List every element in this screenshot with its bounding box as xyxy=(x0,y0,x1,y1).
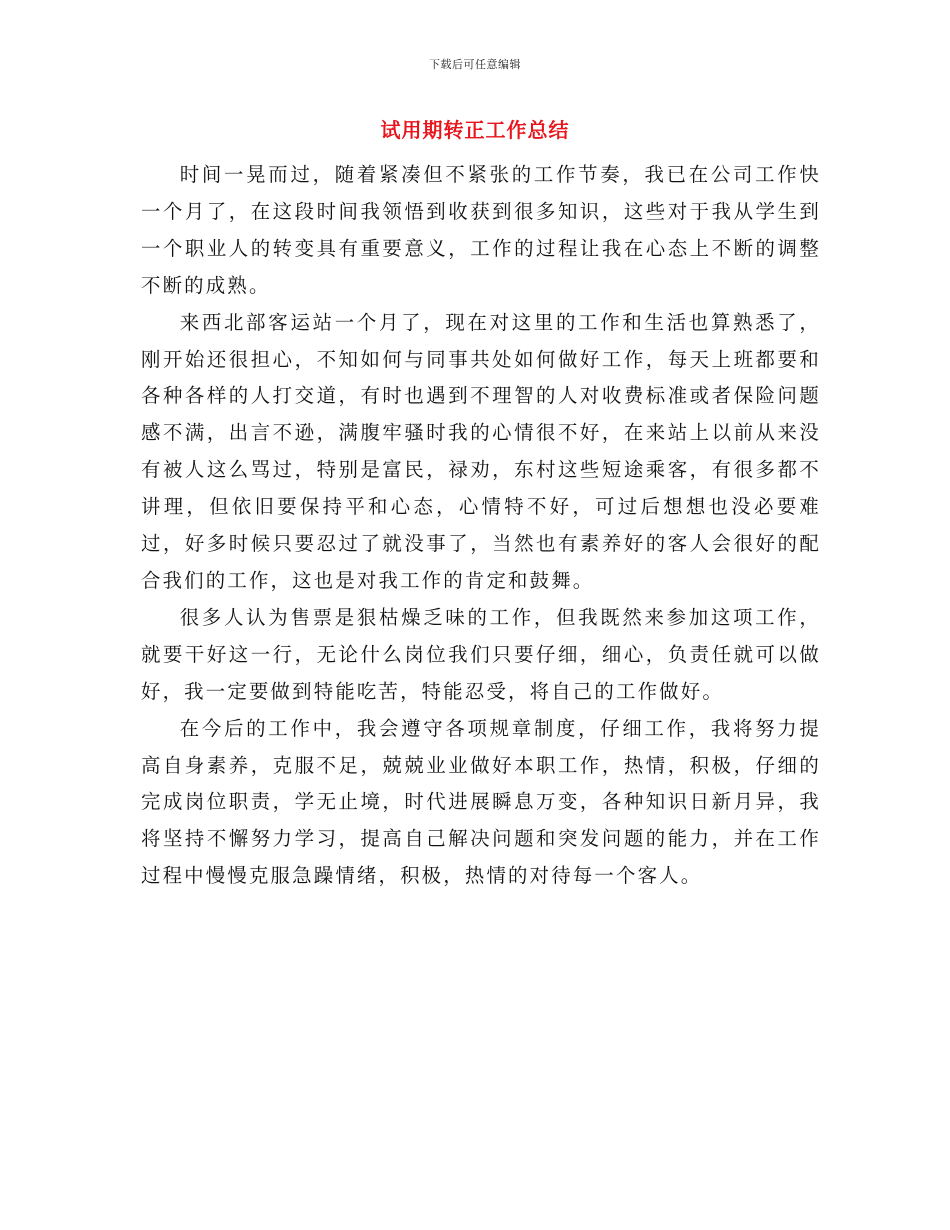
header-note: 下载后可任意编辑 xyxy=(429,58,521,71)
paragraph: 在今后的工作中，我会遵守各项规章制度，仔细工作，我将努力提高自身素养，克服不足，兢兢业业做好本职工作，热情，积极，仔细的完成岗位职责，学无止境，时代进展瞬息万变，各种知识日新月异，我将坚持不懈努力学习，提高自己解决问题和突发问题的能力，并在工作过程中慢慢克服急躁情绪，积极，热情的对待每一个客人。 xyxy=(141,716,821,888)
document-body xyxy=(141,157,821,895)
paragraph: 时间一晃而过，随着紧凑但不紧张的工作节奏，我已在公司工作快一个月了，在这段时间我领悟到收获到很多知识，这些对于我从学生到一个职业人的转变具有重要意义，工作的过程让我在心态上不断的调整不断的成熟。 xyxy=(141,163,821,297)
document-title: 试用期转正工作总结 xyxy=(380,118,570,142)
paragraph: 很多人认为售票是狠枯燥乏味的工作，但我既然来参加这项工作，就要干好这一行，无论什么岗位我们只要仔细，细心，负责任就可以做好，我一定要做到特能吃苦，特能忍受，将自己的工作做好。 xyxy=(141,605,821,703)
paragraph: 来西北部客运站一个月了，现在对这里的工作和生活也算熟悉了，刚开始还很担心，不知如何与同事共处如何做好工作，每天上班都要和各种各样的人打交道，有时也遇到不理智的人对收费标准或者保险问题感不满，出言不逊，满腹牢骚时我的心情很不好，在来站上以前从来没有被人这么骂过，特别是富民，禄劝，东村这些短途乘客，有很多都不讲理，但依旧要保持平和心态，心情特不好，可过后想想也没必要难过，好多时候只要忍过了就没事了，当然也有素养好的客人会很好的配合我们的工作，这也是对我工作的肯定和鼓舞。 xyxy=(141,310,821,592)
